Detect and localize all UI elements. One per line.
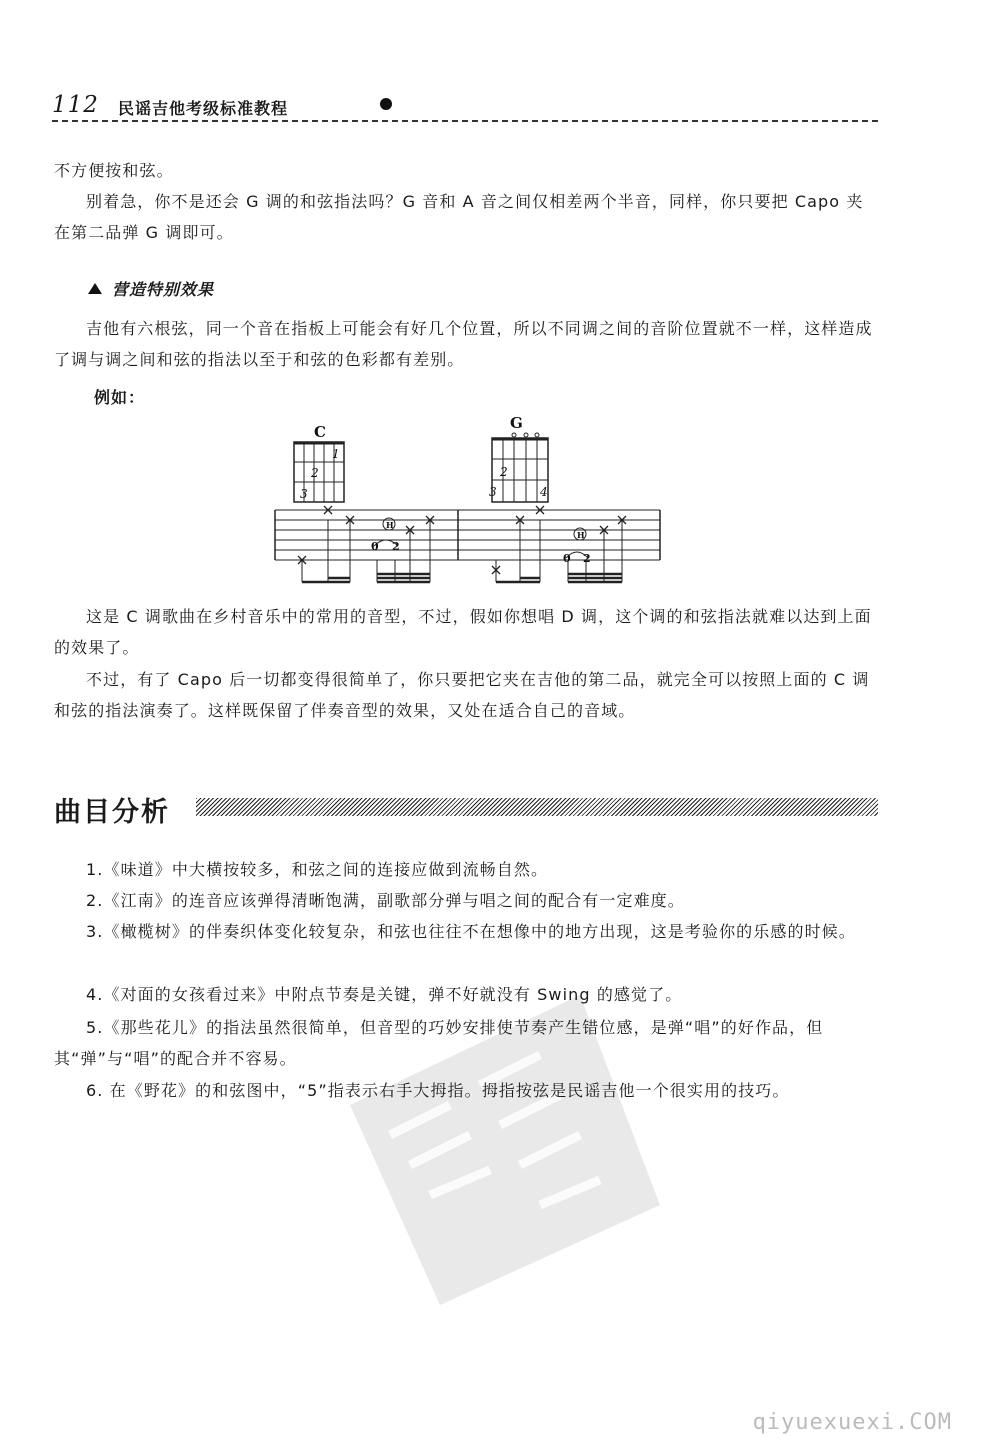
analysis-item-2: 2.《江南》的连音应该弹得清晰饱满，副歌部分弹与唱之间的配合有一定难度。 bbox=[86, 891, 685, 910]
example-label: 例如： bbox=[94, 388, 146, 407]
tab-staff bbox=[275, 510, 660, 560]
paragraph-six-strings: 吉他有六根弦，同一个音在指板上可能会有好几个位置，所以不同调之间的音阶位置就不一样，这样造成了调与调之间和弦的指法以至于和弦的色彩都有差别。 bbox=[54, 319, 873, 369]
bullet-dot-icon bbox=[380, 98, 392, 110]
finger-g-2: 2 bbox=[500, 465, 508, 479]
chord-name-c: C bbox=[314, 423, 326, 441]
page-header bbox=[52, 90, 878, 126]
site-watermark: qiyuexuexi.COM bbox=[752, 1410, 952, 1435]
tab-fret-2-b: 2 bbox=[583, 552, 591, 565]
hatch-rule bbox=[196, 798, 878, 816]
analysis-item-6: 6. 在《野花》的和弦图中，“5”指表示右手大拇指。拇指按弦是民谣吉他一个很实用的技巧。 bbox=[86, 1081, 790, 1100]
triangle-icon bbox=[88, 283, 102, 294]
finger-g-4: 4 bbox=[540, 485, 548, 499]
analysis-item-5: 5.《那些花儿》的指法虽然很简单，但音型的巧妙安排使节奏产生错位感，是弹“唱”的好作品，但其“弹”与“唱”的配合并不容易。 bbox=[54, 1018, 824, 1068]
paragraph-intro: 不方便按和弦。 bbox=[54, 161, 174, 180]
analysis-item-4: 4.《对面的女孩看过来》中附点节奏是关键，弹不好就没有 Swing 的感觉了。 bbox=[86, 985, 683, 1004]
finger-g-3: 3 bbox=[489, 485, 497, 499]
section-heading bbox=[54, 790, 880, 830]
analysis-item-1: 1.《味道》中大横按较多，和弦之间的连接应做到流畅自然。 bbox=[86, 860, 549, 879]
paragraph-g-key: 别着急，你不是还会 G 调的和弦指法吗？G 音和 A 音之间仅相差两个半音，同样，你只要把 Capo 夹在第二品弹 G 调即可。 bbox=[54, 192, 864, 242]
hammer-label-2: H bbox=[577, 530, 585, 540]
book-title: 民谣吉他考级标准教程 bbox=[118, 99, 289, 118]
tab-fret-0-b: 0 bbox=[563, 552, 571, 565]
paragraph-c-key-pattern: 这是 C 调歌曲在乡村音乐中的常用的音型，不过，假如你想唱 D 调，这个调的和弦指法就难以达到上面的效果了。 bbox=[54, 607, 872, 657]
subheading-text: 营造特别效果 bbox=[112, 280, 215, 299]
paragraph-capo: 不过，有了 Capo 后一切都变得很简单了，你只要把它夹在吉他的第二品，就完全可以按照上面的 C 调和弦的指法演奏了。这样既保留了伴奏音型的效果，又处在适合自己的音域。 bbox=[54, 670, 870, 720]
finger-c-1: 1 bbox=[332, 447, 340, 461]
tab-fret-0-a: 0 bbox=[371, 540, 379, 553]
chord-tab-figure bbox=[270, 410, 662, 586]
finger-c-2: 2 bbox=[311, 466, 319, 480]
section-title: 曲目分析 bbox=[54, 797, 170, 828]
hammer-label-1: H bbox=[386, 520, 394, 530]
page-number: 112 bbox=[52, 92, 99, 118]
subheading-special-effect bbox=[88, 277, 214, 300]
finger-c-3: 3 bbox=[300, 487, 308, 501]
tab-fret-2-a: 2 bbox=[392, 540, 400, 553]
analysis-item-3: 3.《橄榄树》的伴奏织体变化较复杂，和弦也往往不在想像中的地方出现，这是考验你的乐感的时候。 bbox=[86, 922, 856, 941]
header-divider bbox=[52, 120, 878, 122]
chord-name-g: G bbox=[510, 414, 523, 432]
